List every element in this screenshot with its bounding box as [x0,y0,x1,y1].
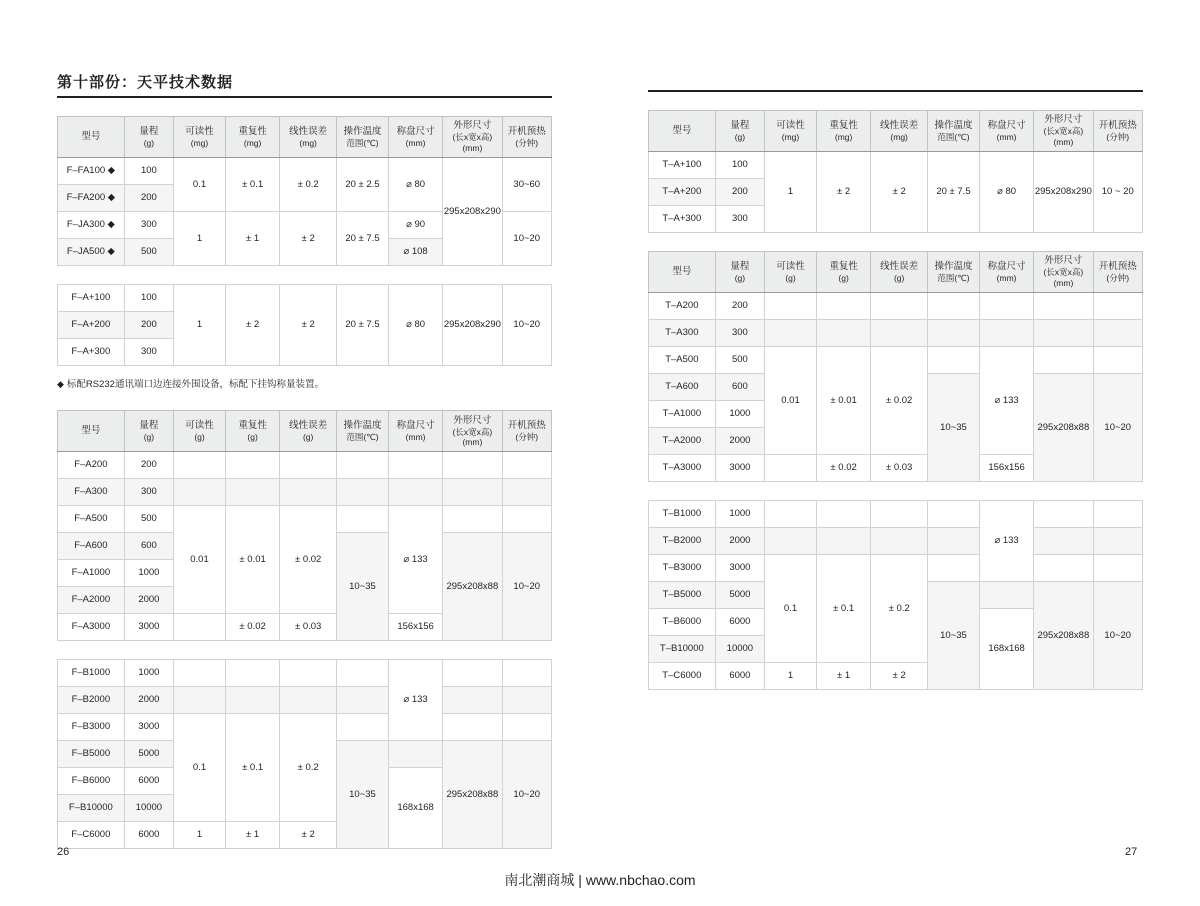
col-warmup: 开机预热 (分钟) [1093,252,1142,293]
cell-repeatability [225,660,279,687]
cell-readability [174,479,226,506]
page-number-right: 27 [1125,846,1138,858]
cell-pan-size [979,293,1033,320]
col-capacity: 量程 (g) [715,111,764,152]
cell-temperature [928,528,980,555]
cell-repeatability: ± 2 [816,152,870,233]
col-dimensions: 外形尺寸 (长x宽x高)(mm) [443,411,502,452]
col-pan-size: 称盘尺寸 (mm) [388,117,442,158]
cell-model: T–B1000 [649,501,716,528]
cell-dimensions [443,714,502,741]
cell-capacity: 500 [124,506,173,533]
cell-temperature [337,714,389,741]
table-row [649,528,1143,555]
cell-model: T–A2000 [649,428,716,455]
cell-capacity: 1000 [124,660,173,687]
table-f-b-series [57,659,552,849]
cell-model: T–A300 [649,320,716,347]
cell-readability [765,320,817,347]
cell-pan-size: 156x156 [388,614,442,641]
cell-model: T–A500 [649,347,716,374]
cell-temperature [928,320,980,347]
cell-model: F–A600 [58,533,125,560]
cell-model: T–B10000 [649,636,716,663]
cell-capacity: 6000 [715,663,764,690]
cell-model: T–A+200 [649,179,716,206]
cell-repeatability [225,452,279,479]
table-row [649,152,1143,179]
cell-linearity [871,501,928,528]
cell-dimensions [443,660,502,687]
cell-repeatability: ± 1 [816,663,870,690]
table-t-a-plus [648,110,1143,233]
cell-repeatability: ± 2 [225,285,279,366]
cell-capacity: 300 [124,339,173,366]
cell-repeatability [225,479,279,506]
cell-model: F–A+300 [58,339,125,366]
cell-temperature [337,479,389,506]
cell-pan-size: 156x156 [979,455,1033,482]
cell-pan-size [979,582,1033,609]
col-temperature: 操作温度 范围(℃) [928,252,980,293]
cell-capacity: 6000 [715,609,764,636]
cell-model: T–A600 [649,374,716,401]
cell-dimensions [1034,293,1093,320]
diamond-icon: ◆ [57,379,64,389]
cell-warmup [1093,320,1142,347]
cell-readability: 0.01 [765,347,817,455]
cell-linearity: ± 2 [871,152,928,233]
table-header-row [649,111,1143,152]
cell-linearity: ± 2 [280,285,337,366]
cell-model: F–A200 [58,452,125,479]
cell-linearity: ± 0.2 [280,158,337,212]
cell-temperature: 20 ± 7.5 [928,152,980,233]
left-column [57,60,552,849]
col-model: 型号 [649,252,716,293]
cell-pan-size: ⌀ 80 [979,152,1033,233]
col-linearity: 线性误差 (g) [871,252,928,293]
cell-linearity [871,528,928,555]
cell-model: T–C6000 [649,663,716,690]
table-row [649,347,1143,374]
col-pan-size: 称盘尺寸 (mm) [388,411,442,452]
cell-repeatability: ± 0.1 [816,555,870,663]
cell-warmup [1093,347,1142,374]
cell-dimensions: 295x208x290 [443,158,502,266]
cell-readability: 1 [174,285,226,366]
site-watermark: 南北潮商城 | www.nbchao.com [504,872,696,888]
cell-pan-size [388,741,442,768]
col-readability: 可读性 (mg) [174,117,226,158]
cell-pan-size: ⌀ 80 [388,158,442,212]
cell-capacity: 300 [124,479,173,506]
cell-pan-size: ⌀ 133 [979,347,1033,455]
page-title [57,60,552,98]
cell-dimensions [1034,501,1093,528]
cell-capacity: 3000 [124,614,173,641]
cell-dimensions [1034,555,1093,582]
table-row [649,555,1143,582]
cell-temperature [337,452,389,479]
cell-repeatability: ± 0.02 [816,455,870,482]
table-header-row [58,411,552,452]
col-temperature: 操作温度 范围(℃) [337,411,389,452]
cell-warmup: 10~20 [502,285,551,366]
cell-model: F–B10000 [58,795,125,822]
cell-dimensions [443,687,502,714]
cell-capacity: 3000 [715,555,764,582]
cell-readability [174,452,226,479]
cell-capacity: 3000 [715,455,764,482]
col-repeatability: 重复性 (g) [816,252,870,293]
page-title-rule [648,60,1143,92]
cell-repeatability [816,528,870,555]
cell-model: F–JA300 ◆ [58,212,125,239]
cell-readability: 0.1 [174,158,226,212]
cell-temperature [928,501,980,528]
cell-dimensions [443,452,502,479]
cell-readability: 1 [765,663,817,690]
cell-capacity: 300 [124,212,173,239]
col-readability: 可读性 (mg) [765,111,817,152]
cell-capacity: 1000 [715,401,764,428]
cell-dimensions [1034,320,1093,347]
table-t-a-series [648,251,1143,482]
col-repeatability: 重复性 (mg) [225,117,279,158]
table-f-a-plus [57,284,552,366]
col-model: 型号 [649,111,716,152]
cell-capacity: 10000 [124,795,173,822]
cell-dimensions: 295x208x88 [1034,582,1093,690]
col-readability: 可读性 (g) [765,252,817,293]
cell-pan-size: 168x168 [979,609,1033,690]
table-row [58,285,552,312]
cell-linearity [280,452,337,479]
table-row [58,479,552,506]
cell-temperature: 10~35 [928,374,980,482]
cell-capacity: 1000 [124,560,173,587]
cell-warmup [502,687,551,714]
col-repeatability: 重复性 (g) [225,411,279,452]
col-temperature: 操作温度 范围(℃) [337,117,389,158]
cell-linearity [871,320,928,347]
cell-readability: 0.1 [174,714,226,822]
cell-dimensions [1034,528,1093,555]
cell-pan-size: ⌀ 80 [388,285,442,366]
cell-temperature [337,687,389,714]
cell-capacity: 10000 [715,636,764,663]
cell-warmup: 30~60 [502,158,551,212]
cell-dimensions: 295x208x88 [1034,374,1093,482]
cell-warmup [1093,501,1142,528]
cell-readability [765,501,817,528]
cell-dimensions [443,479,502,506]
cell-linearity [280,660,337,687]
cell-repeatability: ± 0.1 [225,158,279,212]
cell-warmup [502,479,551,506]
cell-linearity [280,479,337,506]
cell-model: F–A1000 [58,560,125,587]
cell-dimensions: 295x208x290 [443,285,502,366]
cell-capacity: 6000 [124,822,173,849]
cell-readability [174,687,226,714]
cell-linearity: ± 0.03 [280,614,337,641]
cell-linearity: ± 0.2 [871,555,928,663]
cell-temperature [928,555,980,582]
cell-linearity: ± 0.02 [871,347,928,455]
footnote [57,378,552,392]
col-pan-size: 称盘尺寸 (mm) [979,252,1033,293]
cell-model: F–A2000 [58,587,125,614]
cell-repeatability: ± 0.01 [816,347,870,455]
cell-capacity: 300 [715,320,764,347]
cell-repeatability: ± 1 [225,822,279,849]
cell-model: T–A+300 [649,206,716,233]
col-readability: 可读性 (g) [174,411,226,452]
cell-capacity: 200 [124,452,173,479]
table-header-row [649,252,1143,293]
footnote-text: 标配RS232通讯端口边连接外围设备，标配下挂钩称量装置。 [66,379,324,390]
cell-model: T–A+100 [649,152,716,179]
cell-model: F–JA500 ◆ [58,239,125,266]
col-warmup: 开机预热 (分钟) [502,117,551,158]
table-row [58,660,552,687]
cell-warmup: 10 ~ 20 [1093,152,1142,233]
cell-repeatability [816,501,870,528]
table-f-a-series [57,410,552,641]
cell-readability: 1 [765,152,817,233]
cell-model: F–A3000 [58,614,125,641]
cell-temperature: 20 ± 7.5 [337,285,389,366]
col-linearity: 线性误差 (mg) [280,117,337,158]
cell-capacity: 1000 [715,501,764,528]
cell-model: F–B3000 [58,714,125,741]
cell-capacity: 3000 [124,714,173,741]
table-t-b-series [648,500,1143,690]
cell-model: T–A3000 [649,455,716,482]
cell-capacity: 5000 [124,741,173,768]
cell-repeatability: ± 0.01 [225,506,279,614]
col-capacity: 量程 (g) [715,252,764,293]
cell-capacity: 600 [715,374,764,401]
col-warmup: 开机预热 (分钟) [502,411,551,452]
cell-temperature [337,660,389,687]
cell-capacity: 2000 [124,687,173,714]
cell-warmup: 10~20 [1093,374,1142,482]
cell-capacity: 300 [715,206,764,233]
cell-warmup [1093,528,1142,555]
cell-model: T–B2000 [649,528,716,555]
table-row [58,506,552,533]
cell-temperature [928,293,980,320]
col-model: 型号 [58,411,125,452]
cell-model: F–B1000 [58,660,125,687]
cell-readability: 0.1 [765,555,817,663]
cell-capacity: 200 [715,293,764,320]
cell-model: T–A1000 [649,401,716,428]
cell-repeatability [225,687,279,714]
cell-warmup [502,506,551,533]
cell-readability [174,614,226,641]
cell-model: F–C6000 [58,822,125,849]
cell-capacity: 100 [124,285,173,312]
cell-repeatability [816,320,870,347]
col-capacity: 量程 (g) [124,117,173,158]
cell-warmup: 10~20 [502,212,551,266]
cell-pan-size: ⌀ 133 [979,501,1033,582]
col-temperature: 操作温度 范围(℃) [928,111,980,152]
cell-repeatability: ± 0.02 [225,614,279,641]
cell-model: T–B5000 [649,582,716,609]
table-row [649,501,1143,528]
col-dimensions: 外形尺寸 (长x宽x高)(mm) [443,117,502,158]
cell-linearity: ± 2 [871,663,928,690]
table-f-fa-ja [57,116,552,266]
cell-readability [174,660,226,687]
cell-capacity: 200 [124,185,173,212]
cell-temperature: 20 ± 7.5 [337,212,389,266]
cell-warmup [502,452,551,479]
cell-model: F–A300 [58,479,125,506]
col-dimensions: 外形尺寸 (长x宽x高)(mm) [1034,111,1093,152]
cell-readability: 1 [174,822,226,849]
cell-dimensions: 295x208x290 [1034,152,1093,233]
table-row [58,158,552,185]
cell-capacity: 600 [124,533,173,560]
cell-temperature: 10~35 [928,582,980,690]
cell-linearity: ± 0.03 [871,455,928,482]
cell-model: T–B6000 [649,609,716,636]
col-dimensions: 外形尺寸 (长x宽x高)(mm) [1034,252,1093,293]
right-column [648,60,1143,690]
cell-temperature: 10~35 [337,533,389,641]
cell-warmup: 10~20 [502,533,551,641]
cell-model: F–B5000 [58,741,125,768]
cell-warmup: 10~20 [1093,582,1142,690]
cell-temperature: 20 ± 2.5 [337,158,389,212]
cell-pan-size: ⌀ 90 [388,212,442,239]
cell-capacity: 200 [124,312,173,339]
col-pan-size: 称盘尺寸 (mm) [979,111,1033,152]
cell-dimensions [1034,347,1093,374]
cell-capacity: 2000 [124,587,173,614]
cell-warmup [502,660,551,687]
cell-warmup: 10~20 [502,741,551,849]
cell-capacity: 200 [715,179,764,206]
cell-pan-size [979,320,1033,347]
cell-linearity: ± 2 [280,822,337,849]
cell-model: T–B3000 [649,555,716,582]
cell-temperature [928,347,980,374]
cell-model: F–B6000 [58,768,125,795]
cell-warmup [1093,555,1142,582]
col-linearity: 线性误差 (g) [280,411,337,452]
col-repeatability: 重复性 (mg) [816,111,870,152]
cell-readability [765,293,817,320]
cell-linearity: ± 2 [280,212,337,266]
table-header-row [58,117,552,158]
page-title-text: 第十部份：天平技术数据 [57,74,234,91]
cell-warmup [502,714,551,741]
table-row [649,320,1143,347]
cell-capacity: 500 [715,347,764,374]
cell-pan-size: 168x168 [388,768,442,849]
cell-linearity [280,687,337,714]
cell-dimensions: 295x208x88 [443,533,502,641]
cell-capacity: 500 [124,239,173,266]
cell-pan-size: ⌀ 133 [388,660,442,741]
cell-pan-size: ⌀ 133 [388,506,442,614]
cell-pan-size: ⌀ 108 [388,239,442,266]
cell-model: F–A500 [58,506,125,533]
cell-dimensions: 295x208x88 [443,741,502,849]
cell-temperature [337,506,389,533]
cell-capacity: 2000 [715,528,764,555]
table-row [58,452,552,479]
cell-warmup [1093,293,1142,320]
table-row [58,687,552,714]
cell-capacity: 2000 [715,428,764,455]
cell-readability [765,528,817,555]
cell-pan-size [388,452,442,479]
cell-model: F–A+100 [58,285,125,312]
cell-capacity: 100 [124,158,173,185]
cell-readability: 1 [174,212,226,266]
table-row [649,293,1143,320]
cell-model: F–FA200 ◆ [58,185,125,212]
cell-dimensions [443,506,502,533]
cell-pan-size [388,479,442,506]
cell-model: F–B2000 [58,687,125,714]
cell-linearity [871,293,928,320]
col-capacity: 量程 (g) [124,411,173,452]
cell-linearity: ± 0.2 [280,714,337,822]
col-warmup: 开机预热 (分钟) [1093,111,1142,152]
cell-capacity: 6000 [124,768,173,795]
page-number-left: 26 [57,846,70,858]
cell-repeatability: ± 0.1 [225,714,279,822]
col-model: 型号 [58,117,125,158]
cell-repeatability [816,293,870,320]
cell-model: T–A200 [649,293,716,320]
cell-temperature: 10~35 [337,741,389,849]
cell-model: F–FA100 ◆ [58,158,125,185]
cell-repeatability: ± 1 [225,212,279,266]
col-linearity: 线性误差 (mg) [871,111,928,152]
cell-readability: 0.01 [174,506,226,614]
cell-readability [765,455,817,482]
cell-linearity: ± 0.02 [280,506,337,614]
cell-model: F–A+200 [58,312,125,339]
table-row [58,714,552,741]
cell-capacity: 100 [715,152,764,179]
cell-capacity: 5000 [715,582,764,609]
